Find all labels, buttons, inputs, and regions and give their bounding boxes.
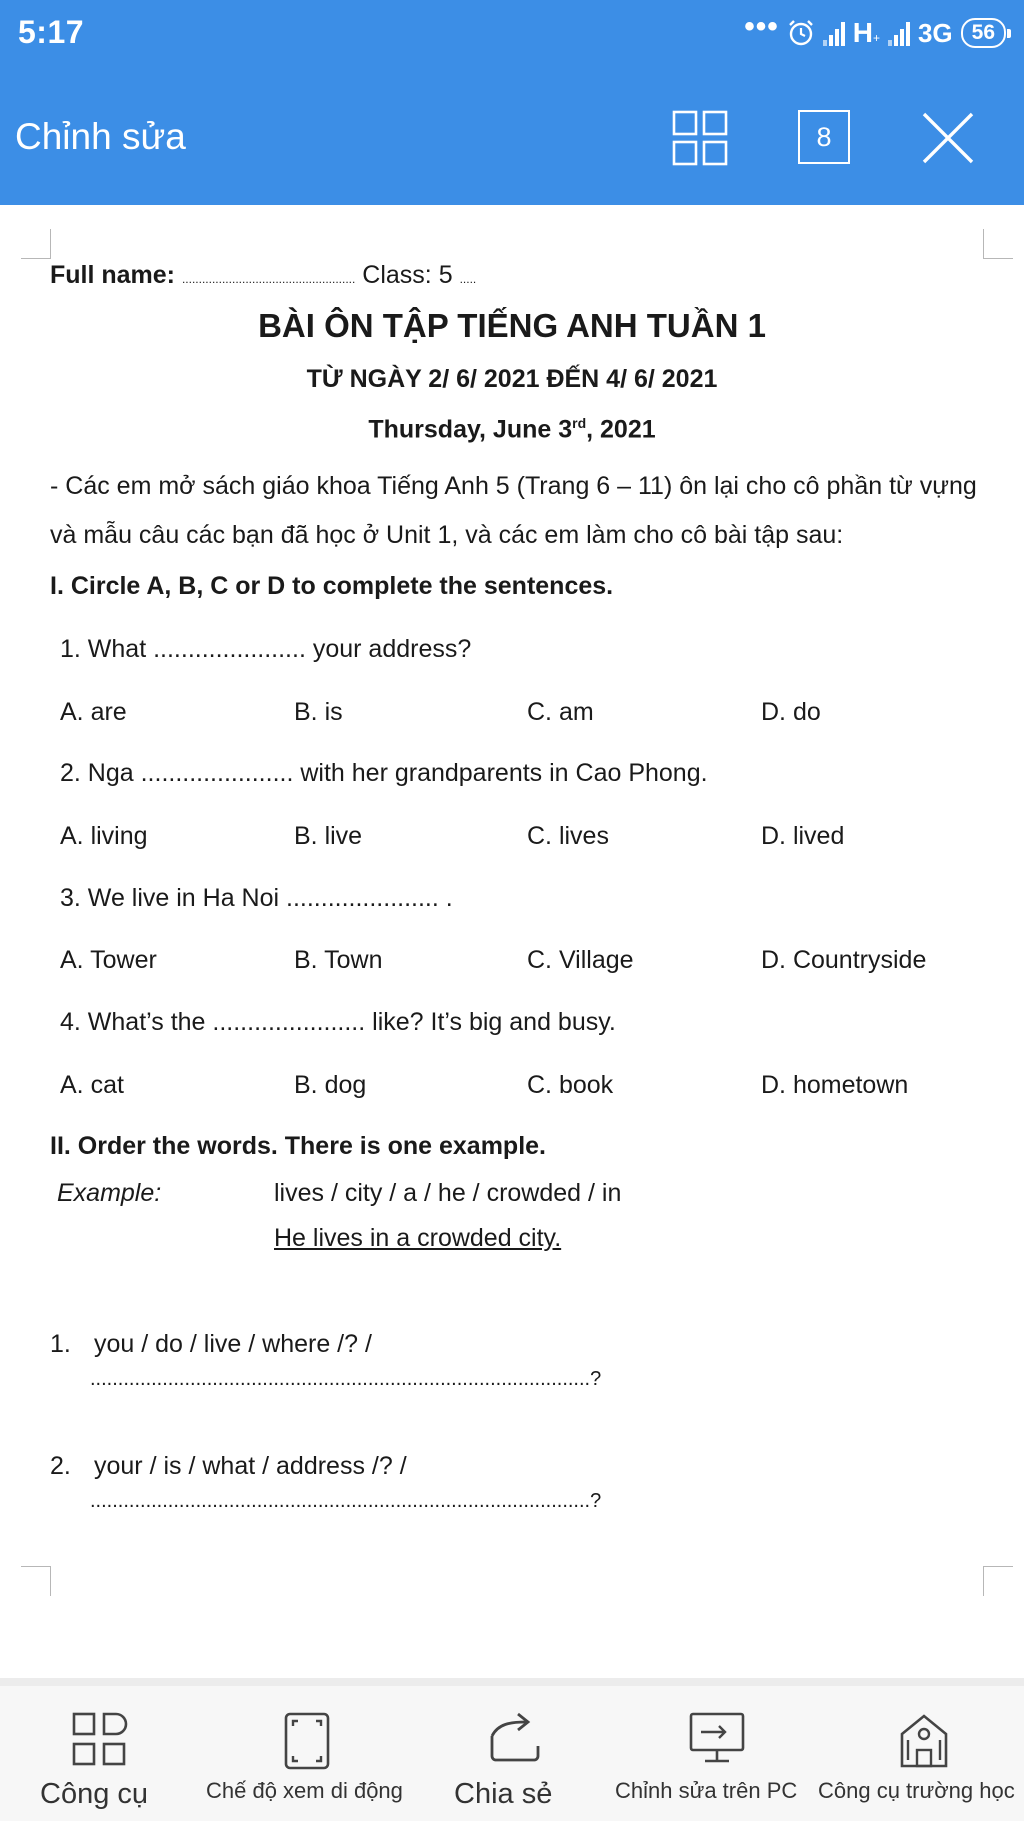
mobile-view-icon [284,1712,330,1770]
grid-view-icon[interactable] [672,110,728,166]
order-item-2-words: your / is / what / address /? / [94,1452,407,1480]
bottom-toolbar [0,1678,1024,1821]
class-label: Class: 5 [362,261,453,289]
alarm-icon [787,19,815,47]
q2-option-c: C. lives [527,822,609,850]
margin-corner-bottom-right [983,1566,1013,1596]
full-name-line [50,261,476,290]
order-item-1-answer-line[interactable]: ..........................................................................................? [90,1368,602,1390]
margin-corner-top-right [983,229,1013,259]
mobile-view-button[interactable] [200,1686,415,1821]
q3-option-a: A. Tower [60,946,157,974]
more-dots-icon: ••• [744,10,779,43]
app-title: Chỉnh sửa [15,116,186,157]
signal-2-icon [888,20,910,46]
edit-on-pc-button[interactable] [615,1686,815,1821]
order-item-1-number: 1. [50,1330,71,1358]
intro-paragraph: - Các em mở sách giáo khoa Tiếng Anh 5 (Trang 6 – 11) ôn lại cho cô phần từ vựng và mẫu câu các bạn đã học ở Unit 1, và các em làm cho cô bài tập sau: [50,472,977,549]
full-name-label: Full name: [50,261,176,289]
q1-option-d: D. do [761,698,821,726]
section-2-title: II. Order the words. There is one example. [50,1132,546,1160]
network-type-label: 3G [917,17,953,48]
status-time: 5:17 [18,14,85,50]
share-label: Chia sẻ [454,1778,553,1810]
tools-label: Công cụ [40,1778,149,1810]
example-words: lives / city / a / he / crowded / in [274,1179,622,1207]
class-blank: ..... [459,272,477,286]
battery-icon: 56 [961,18,1006,48]
question-3: 3. We live in Ha Noi ...................... . [60,884,453,912]
question-1: 1. What ...................... your address? [60,635,472,663]
q3-option-b: B. Town [294,946,383,974]
school-tools-label: Công cụ trường học [818,1778,1015,1803]
tools-button[interactable] [20,1686,160,1821]
share-icon [484,1712,542,1764]
question-4: 4. What’s the ...................... like? It’s big and busy. [60,1008,616,1036]
example-answer: He lives in a crowded city. [274,1224,562,1252]
order-item-2-answer-line[interactable]: ..........................................................................................? [90,1490,602,1512]
status-indicators [744,10,1006,50]
edit-on-pc-icon [689,1712,745,1764]
mobile-view-label: Chế độ xem di động [206,1778,403,1803]
q1-option-b: B. is [294,698,343,726]
signal-1-icon [823,20,845,46]
share-button[interactable] [440,1686,585,1821]
network-h-label: H+ [852,17,880,48]
q3-option-c: C. Village [527,946,634,974]
school-tools-icon [896,1712,952,1768]
order-item-2-number: 2. [50,1452,71,1480]
margin-corner-bottom-left [21,1566,51,1596]
q4-option-c: C. book [527,1071,614,1099]
question-2: 2. Nga ...................... with her grandparents in Cao Phong. [60,759,708,787]
document-title: BÀI ÔN TẬP TIẾNG ANH TUẦN 1 [258,307,766,344]
q3-option-d: D. Countryside [761,946,927,974]
status-bar [0,0,1024,70]
school-tools-button[interactable] [818,1686,1024,1821]
q4-option-d: D. hometown [761,1071,909,1099]
q2-option-b: B. live [294,822,363,850]
date-range: TỪ NGÀY 2/ 6/ 2021 ĐẾN 4/ 6/ 2021 [306,365,718,393]
q2-option-a: A. living [60,822,148,850]
document-page[interactable] [0,205,1024,1678]
order-item-1-words: you / do / live / where /? / [94,1330,372,1358]
q4-option-b: B. dog [294,1071,367,1099]
section-1-title: I. Circle A, B, C or D to complete the sentences. [50,572,614,600]
close-icon[interactable] [920,110,976,166]
edit-on-pc-label: Chỉnh sửa trên PC [615,1778,798,1803]
q1-option-c: C. am [527,698,594,726]
full-name-blank: .................................................... [181,272,356,286]
app-bar [0,70,1024,205]
day-heading: Thursday, June 3rd, 2021 [368,415,656,444]
q2-option-d: D. lived [761,822,845,850]
tools-grid-icon [72,1712,128,1768]
example-label: Example: [57,1179,162,1207]
margin-corner-top-left [21,229,51,259]
q4-option-a: A. cat [60,1071,124,1099]
q1-option-a: A. are [60,698,127,726]
page-count-button[interactable]: 8 [798,110,850,164]
